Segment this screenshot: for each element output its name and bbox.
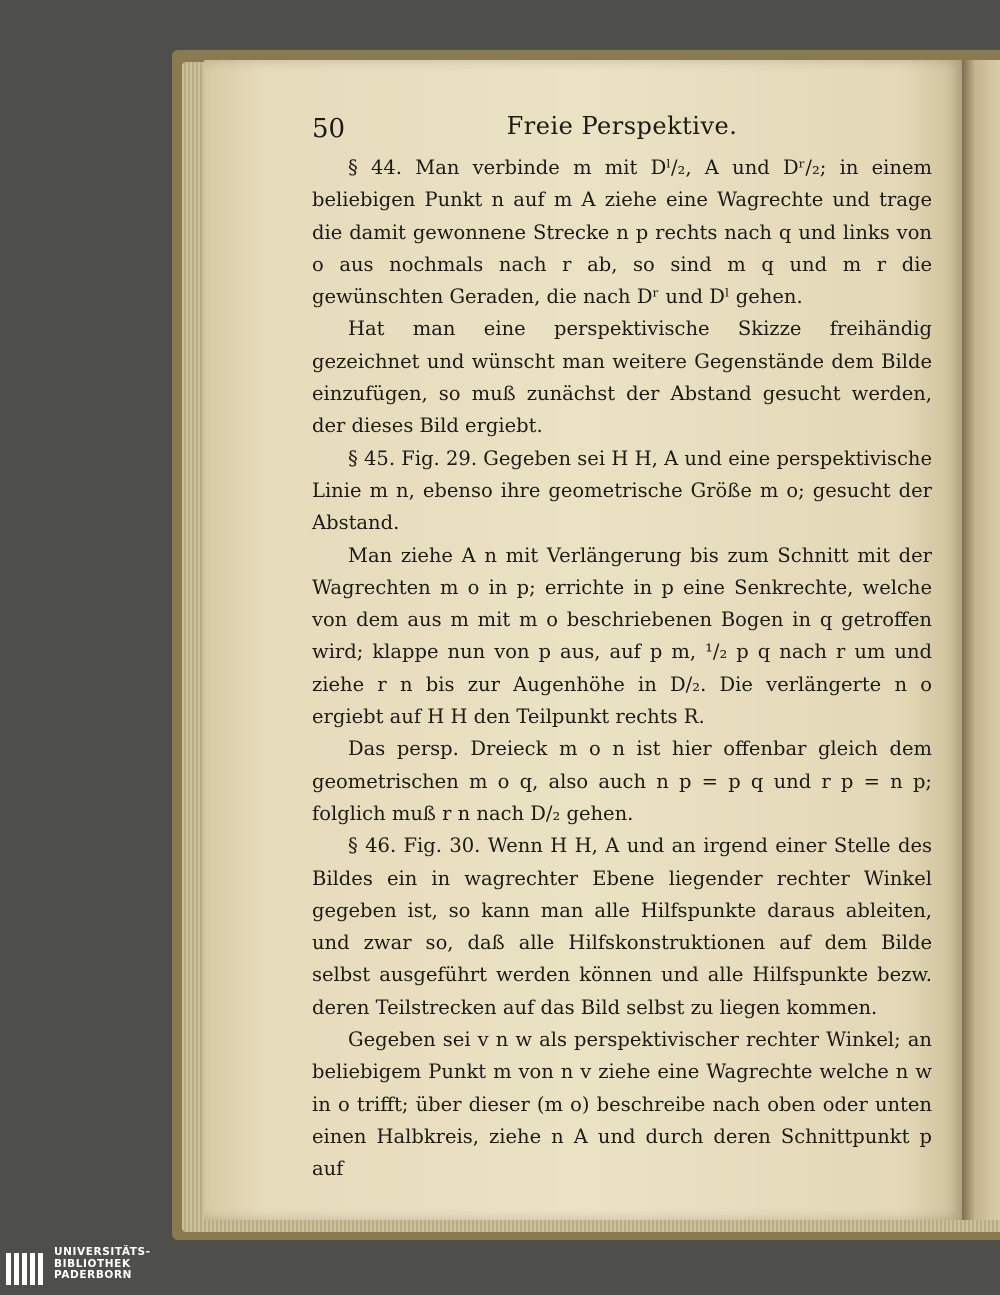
paragraph-right-angle: Gegeben sei v n w als perspektivischer rechter Winkel; an beliebigem Punkt m von n v ziehe eine Wagrechte welche n w in o trifft; über dieser (m o) beschreibe nach oben oder unten einen Halbkreis, ziehe n A und durch deren Schnittpunkt p auf: [312, 1028, 932, 1181]
paragraph-46: § 46. Fig. 30. Wenn H H, A und an irgend einer Stelle des Bildes ein in wagrechter Ebene liegender rechter Winkel gegeben ist, so kann man alle Hilfspunkte daraus ableiten, und zwar so, daß alle Hilfskonstruktionen auf dem Bilde selbst ausgeführt werden können und alle Hilfspunkte bezw. deren Teilstrecken auf das Bild selbst zu liegen kommen.: [312, 834, 932, 1019]
logo-line-2: BIBLIOTHEK: [54, 1257, 131, 1270]
paragraph-construction: Man ziehe A n mit Verlängerung bis zum Schnitt mit der Wagrechten m o in p; errichte in p eine Senkrechte, welche von dem aus m mit m o beschriebenen Bogen in q getroffen wird; klappe nun von p aus, auf p m, ¹/₂ p q nach r um und ziehe r n bis zur Augenhöhe in D/₂. Die verlängerte n o ergiebt auf H H den Teilpunkt rechts R.: [312, 543, 932, 729]
page-body: [312, 152, 932, 1186]
running-title: Freie Perspektive.: [506, 112, 738, 140]
library-logo-icon: [6, 1251, 50, 1287]
paragraph-abstand: Hat man eine perspektivische Skizze freihändig gezeichnet und wünscht man weitere Gegenstände dem Bilde einzufügen, so muß zunächst der Abstand gesucht werden, der dieses Bild ergiebt.: [312, 317, 932, 438]
library-logo-text: [54, 1247, 151, 1282]
page-number: 50: [312, 114, 346, 144]
logo-line-3: PADERBORN: [54, 1269, 133, 1281]
book-gutter: [962, 60, 1000, 1220]
paragraph-44: § 44. Man verbinde m mit Dˡ/₂, A und Dʳ/₂; in einem beliebigen Punkt n auf m A ziehe eine Wagrechte und trage die damit gewonnene Strecke n p rechts nach q und links von o aus nochmals nach r ab, so sind m q und m r die gewünschten Geraden, die nach Dʳ und Dˡ gehen.: [312, 156, 932, 309]
library-footer: [0, 1243, 1000, 1295]
paragraph-45: § 45. Fig. 29. Gegeben sei H H, A und eine perspektivische Linie m n, ebenso ihre geometrische Größe m o; gesucht der Abstand.: [312, 446, 932, 535]
paragraph-triangle: Das persp. Dreieck m o n ist hier offenbar gleich dem geometrischen m o q, also auch n p = p q und r p = n p; folglich muß r n nach D/₂ gehen.: [312, 737, 932, 825]
logo-line-1: UNIVERSITÄTS-: [54, 1246, 151, 1258]
page-header: [312, 108, 932, 148]
